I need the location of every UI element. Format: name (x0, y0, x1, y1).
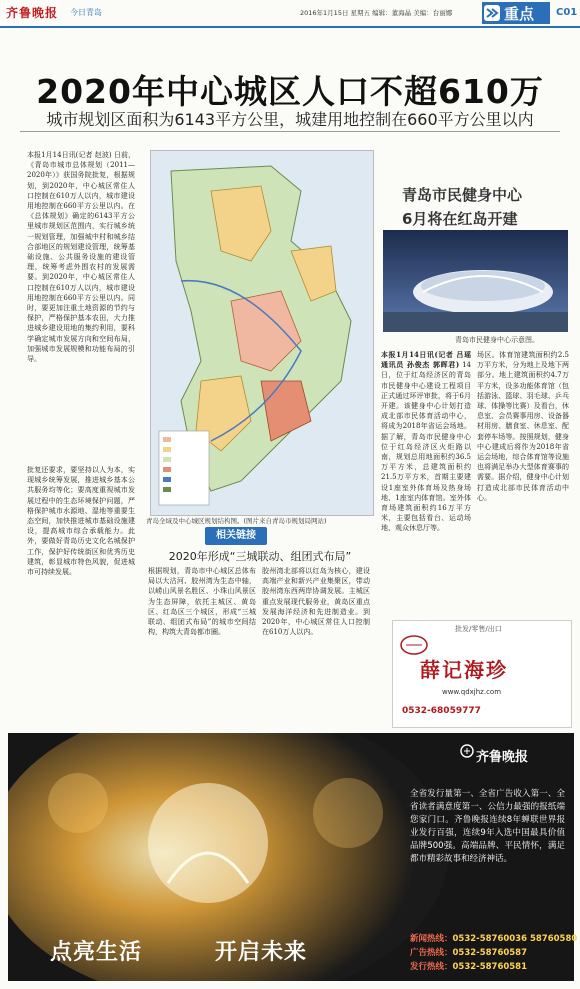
edition-label: 今日青岛 (70, 8, 102, 17)
fitness-text-col1 (381, 350, 471, 630)
banner-slogan-2: 开启未来 (215, 939, 308, 965)
headline-divider (20, 131, 560, 132)
page-number: C01 (556, 7, 578, 18)
stadium-caption: 青岛市民健身中心示意图。 (455, 336, 539, 344)
hotline-label: 新闻热线： (410, 934, 453, 944)
editor: 编辑：董海晶 (372, 9, 412, 17)
banner-brand: 齐鲁晚报 (476, 750, 529, 765)
planning-text-col2: 胶州湾北部将以红岛为核心，建设高端产业和新兴产业集聚区，带动胶州湾东西两岸协调发展。主城区重点发展现代服务业，黄岛区重点发展海洋经济和先进制造业。到2020年，中心城区常住人口控制在610万人以内。 (262, 567, 370, 637)
hotline-label: 广告热线： (410, 948, 453, 958)
news-hotline (410, 932, 577, 944)
banner-ad-text: 全省发行量第一、全省广告收入第一、全省读者满意度第一、公信力最强的报纸端您家门口。齐鲁晚报连续8年蝉联世界报业发行百强，连续9年入选中国最具价值品牌500强。高端品牌、平民情怀，满足都市精彩故事和经济神话。 (410, 789, 565, 864)
seafood-tagline: 批发/零售/出口 (455, 625, 502, 633)
weekday: 星期五 (350, 9, 371, 17)
fitness-body-col1: 14日，位于红岛经济区的青岛市民健身中心建设工程项目正式通过环评审批，将于6月开建。该健身中心计划打造成北部市民体育活动中心，将成为2018年省运会场地。据了解，青岛市民健身中心位于红岛经济区火炬路以南，规划总用地面积约36.5万平方米，总建筑面积约21.5万平方米，首期主要建设1座室外体育场及热身场地、1座室内体育馆。室外体育场建筑面积约16万平方米，主要包括看台、运动场地、观众休息厅等。 (381, 361, 471, 533)
fitness-title-line2: 6月将在红岛开建 (402, 210, 518, 228)
seafood-brand-name: 薛记海珍 (420, 658, 508, 682)
main-subhead: 城市规划区面积为6143平方公里，城建用地控制在660平方公里以内 (46, 110, 534, 129)
main-headline: 2020年中心城区人口不超610万 (36, 72, 544, 111)
newspaper-brand: 齐鲁晚报 (6, 6, 59, 20)
designer: 美编：台丽娜 (413, 9, 453, 17)
ad-hotline (410, 946, 527, 958)
lead-article-text: 本报1月14日讯(记者 赵波) 日前，《青岛市城市总体规划（2011—2020年）》获国务院批复，根据规划，到2020年，中心城区常住人口控制在610万人以内，城市建设用地控制在660平方公里以内。在《总体规划》确定的6143平方公里城市规划区范围内，实行城乡统一规划管理，加强城中村和城乡结合部地区的规划建设管理，统筹基础设施、公共服务设施的建设管理，统筹考虑外围农村的发展需要。到2020年，中心城区常住人口控制在610万人以内，城市建设用地控制在660平方公里以内。同时，要更加注重土地资源的节约与保护，严格保护基本农田，大力推进城乡建设用地的集约利用，要科学确定城市发展方向和空间布局，加强城市发展规模和功能布局的引导。 (27, 151, 135, 364)
planning-title: 2020年形成“三城联动、组团式布局” (168, 550, 352, 563)
lead-article-continued: 批复还要求，要坚持以人为本，实现城乡统筹发展，推进城乡基本公共服务均等化；要高度重视城市发展过程中的生态环境保护问题，严格保护城市水源地、湿地等重要生态空间，加快推进城市基础设施建设，提高城市综合承载能力。此外，要做好青岛历史文化名城保护工作，保护好传统街区和优秀历史建筑，彰显城市特色风貌，促进城市可持续发展。 (27, 466, 135, 577)
seafood-url: www.qdxjhz.com (442, 688, 502, 696)
planning-text-col1: 根据规划，青岛市中心城区总体布局以大沽河、胶州湾为生态中轴，以崂山风景名胜区、小珠山风景区为生态屏障，依托主城区、黄岛区、红岛区三个城区，形成“三城联动、组团式布局”的城市空间结构，构筑大青岛都市圈。 (148, 567, 256, 637)
map-caption: 青岛全域及中心城区规划结构图。(图片来自青岛市规划局网站) (146, 517, 327, 525)
banner-brand-logo-icon (460, 743, 474, 762)
hotline-number: 0532-58760581 (452, 962, 528, 972)
header-meta (300, 8, 452, 17)
banner-slogan-1: 点亮生活 (50, 939, 143, 965)
date: 2016年1月15日 (300, 9, 349, 17)
fitness-byline: 本报1月14日讯(记者 吕瑶 通讯员 孙俊杰 郭晖君) (381, 350, 471, 370)
seafood-phone: 0532-68059777 (402, 706, 481, 716)
double-chevron-icon (484, 5, 500, 21)
planning-map (150, 150, 374, 516)
fitness-title-line1: 青岛市民健身中心 (402, 186, 523, 204)
distribution-hotline (410, 960, 527, 972)
fitness-text-col2: 场区。体育馆建筑面积约2.5万平方米，分为地上及地下两部分。地上建筑面积约4.7万平方米，设多功能体育馆（包括游泳、篮球、羽毛球、乒乓球、体操等比赛）及看台，休息室、会员赛事用房、设备器材用房、膳食室、休息室、配套停车场等。按照规划，健身中心建成后将作为2018年省运会场地，综合体育馆等设施也将满足举办大型体育赛事的需要。据介绍，健身中心计划打造成北部市民体育活动中心。 (477, 351, 569, 502)
related-link-badge: 相关链接 (205, 527, 267, 545)
stadium-image (383, 230, 568, 332)
hotline-number: 0532-58760036 58760580 (452, 934, 578, 944)
section-name: 重点 (504, 5, 535, 23)
hotline-label: 发行热线： (410, 962, 453, 972)
hotline-number: 0532-58760587 (452, 948, 528, 958)
